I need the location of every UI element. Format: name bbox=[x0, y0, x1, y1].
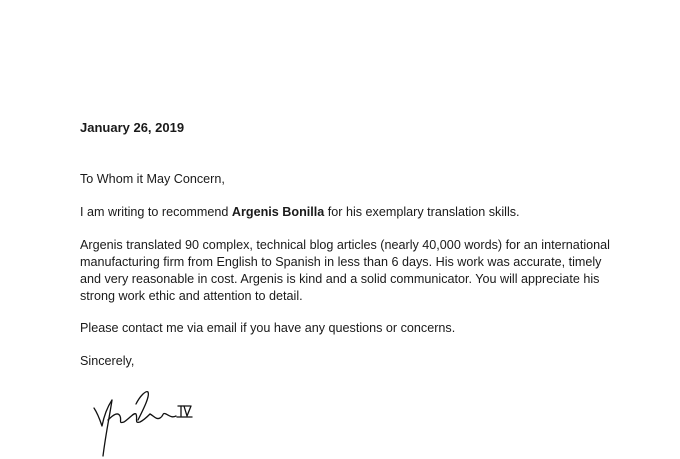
contact-paragraph: Please contact me via email if you have any questions or concerns. bbox=[80, 321, 456, 335]
intro-text-before: I am writing to recommend bbox=[80, 205, 232, 219]
body-line: strong work ethic and attention to detail. bbox=[80, 289, 303, 303]
intro-paragraph bbox=[80, 204, 520, 221]
salutation: To Whom it May Concern, bbox=[80, 172, 225, 186]
letter-date: January 26, 2019 bbox=[80, 120, 185, 135]
body-line: manufacturing firm from English to Spanish in less than 6 days. His work was accurate, timely bbox=[80, 255, 602, 269]
closing: Sincerely, bbox=[80, 354, 135, 368]
handwritten-signature bbox=[90, 386, 210, 458]
body-paragraph bbox=[80, 237, 610, 305]
intro-text-after: for his exemplary translation skills. bbox=[324, 205, 520, 219]
candidate-name: Argenis Bonilla bbox=[231, 205, 325, 219]
body-line: Argenis translated 90 complex, technical blog articles (nearly 40,000 words) for an international bbox=[80, 238, 610, 252]
body-line: and very reasonable in cost. Argenis is kind and a solid communicator. You will appreciate his bbox=[80, 272, 600, 286]
